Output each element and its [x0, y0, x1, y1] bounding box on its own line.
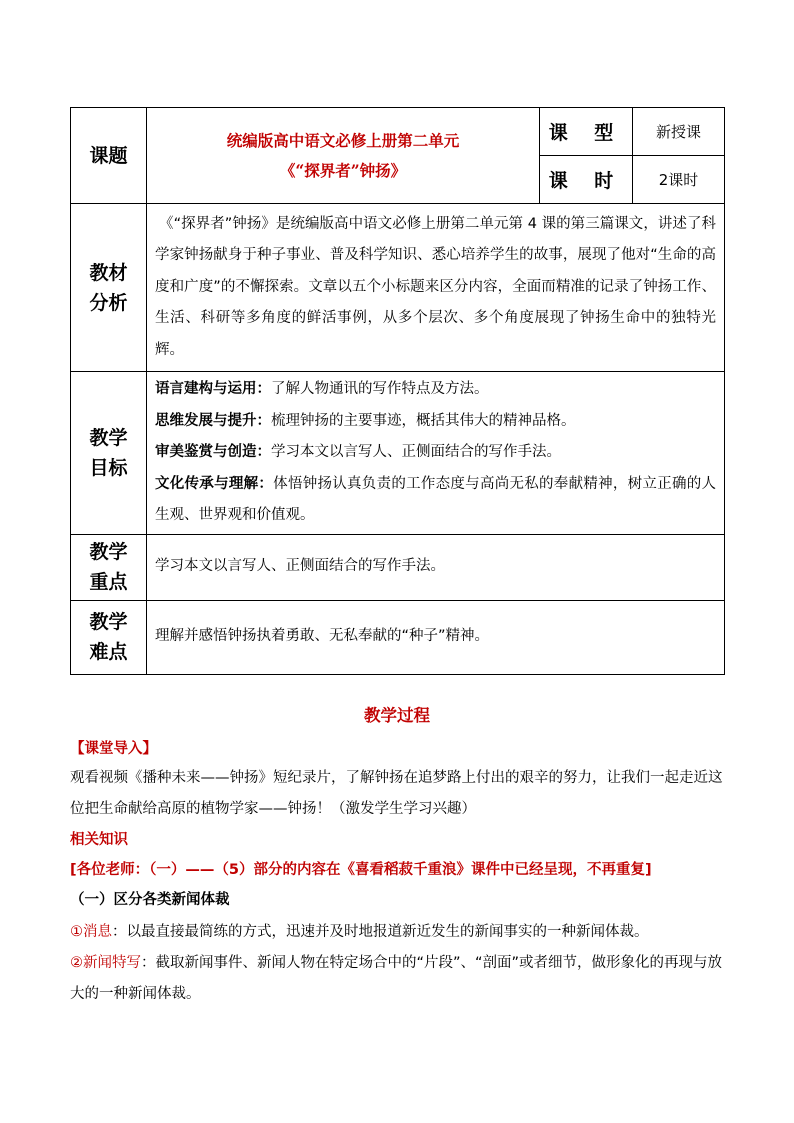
news-item	[70, 917, 724, 948]
lesson-title-line2: 《“探界者”钟扬》	[279, 160, 407, 180]
lesson-title-line1: 统编版高中语文必修上册第二单元	[226, 130, 460, 150]
type-value: 新授课	[633, 108, 725, 156]
goal-item: 语言建构与运用：了解人物通讯的写作特点及方法。	[155, 381, 489, 397]
difficulty-text: 理解并感悟钟扬执着勇敢、无私奉献的“种子”精神。	[147, 600, 725, 674]
goals-label-line2: 目标	[89, 456, 128, 479]
focus-label	[71, 534, 147, 600]
intro-heading: 【课堂导入】	[70, 741, 157, 757]
analysis-label	[71, 204, 147, 372]
analysis-content: 《“探界者”钟扬》是统编版高中语文必修上册第二单元第 4 课的第三篇课文，讲述了科学家钟扬献身于种子事业、普及科学知识、悉心培养学生的故事，展现了他对“生命的高度和广度”的不懈探索。文章以五个小标题来区分内容，全面而精准的记录了钟扬工作、生活、科研等多角度的鲜活事例，从多个层次、多个角度展现了钟扬生命中的独特光辉。	[155, 215, 716, 358]
news-item-key: ①消息	[70, 924, 112, 940]
focus-label-line1: 教学	[89, 541, 128, 563]
goals-label-line1: 教学	[89, 426, 128, 449]
goals-list	[147, 372, 725, 535]
hours-label: 课 时	[540, 156, 633, 204]
analysis-label-line1: 教材	[89, 261, 128, 284]
focus-label-line2: 重点	[89, 571, 128, 593]
feature-item-key: ②新闻特写	[70, 955, 141, 971]
goals-label	[71, 372, 147, 535]
news-item-text: ：以最直接最简练的方式，迅速并及时地报道新近发生的新闻事实的一种新闻体裁。	[112, 924, 649, 940]
focus-text: 学习本文以言写人、正侧面结合的写作手法。	[147, 534, 725, 600]
feature-item-text: ：截取新闻事件、新闻人物在特定场合中的“片段”、“剖面”或者细节，做形象化的再现与放大的一种新闻体裁。	[70, 955, 723, 1002]
feature-item	[70, 948, 724, 1010]
type-label: 课 型	[540, 108, 633, 156]
lesson-plan-table	[70, 107, 725, 675]
topic-label: 课题	[71, 108, 147, 204]
hours-value: 2课时	[633, 156, 725, 204]
knowledge-heading: 相关知识	[70, 832, 128, 848]
analysis-text	[147, 204, 725, 372]
difficulty-label-line2: 难点	[89, 641, 128, 663]
goal-item: 文化传承与理解：体悟钟扬认真负责的工作态度与高尚无私的奉献精神，树立正确的人生观、世界观和价值观。	[155, 475, 717, 523]
section1-heading: （一）区分各类新闻体裁	[70, 892, 230, 908]
process-title: 教学过程	[364, 706, 430, 725]
lesson-title	[147, 108, 540, 204]
intro-text: 观看视频《播种未来——钟扬》短纪录片，了解钟扬在追梦路上付出的艰辛的努力，让我们一起走近这位把生命献给高原的植物学家——钟扬！（激发学生学习兴趣）	[70, 770, 723, 817]
teacher-note: [各位老师：（一）——（5）部分的内容在《喜看稻菽千重浪》课件中已经呈现，不再重复]	[70, 862, 652, 878]
goal-item: 思维发展与提升：梳理钟扬的主要事迹，概括其伟大的精神品格。	[155, 412, 576, 429]
goal-item: 审美鉴赏与创造：学习本文以言写人、正侧面结合的写作手法。	[155, 444, 561, 460]
difficulty-label	[71, 600, 147, 674]
analysis-label-line2: 分析	[89, 291, 128, 314]
difficulty-label-line1: 教学	[89, 611, 128, 633]
